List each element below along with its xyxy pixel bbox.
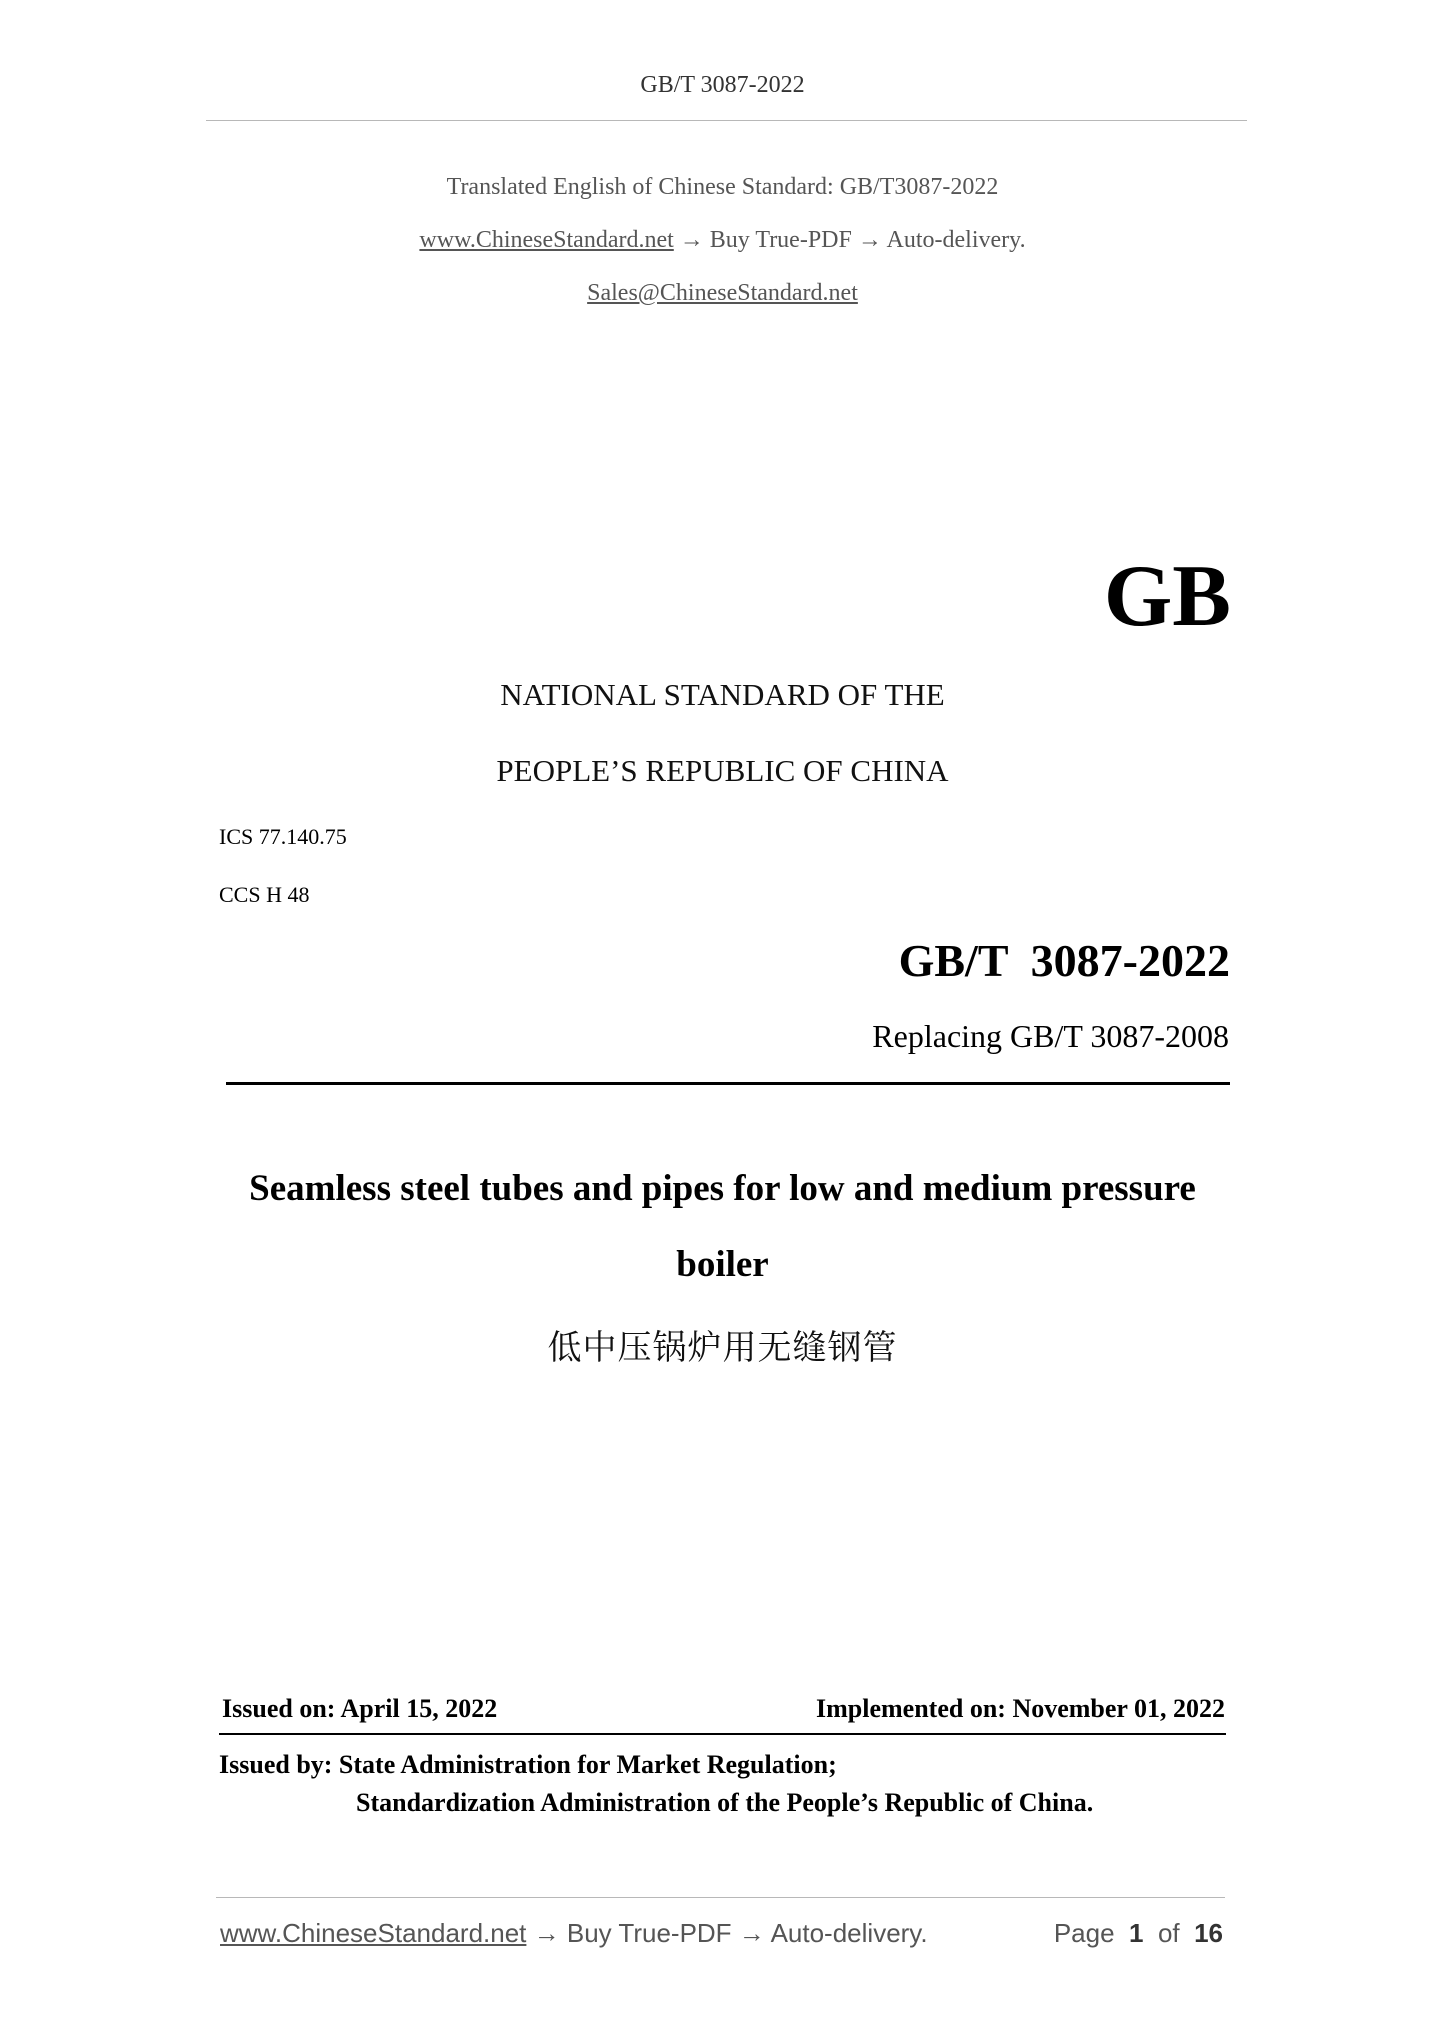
national-standard-line-2: PEOPLE’S REPUBLIC OF CHINA xyxy=(496,753,949,788)
email-line xyxy=(0,280,1445,307)
page-word: Page xyxy=(1053,1918,1115,1948)
ics-code: ICS 77.140.75 xyxy=(219,824,347,849)
of-word: of xyxy=(1157,1918,1180,1948)
national-standard-line-1: NATIONAL STANDARD OF THE xyxy=(500,677,945,712)
page-current: 1 xyxy=(1129,1918,1144,1948)
ccs-code: CCS H 48 xyxy=(219,882,310,907)
title-english-line-1: Seamless steel tubes and pipes for low and medium pressure xyxy=(249,1168,1196,1209)
gb-logo: GB xyxy=(1103,548,1231,645)
footer-site-link[interactable]: www.ChineseStandard.net xyxy=(220,1918,527,1948)
footer-divider xyxy=(216,1897,1225,1898)
issued-by-line-2: Standardization Administration of the People’s Republic of China. xyxy=(356,1788,1094,1817)
page-total: 16 xyxy=(1194,1918,1223,1948)
page-indicator xyxy=(1054,1918,1223,1949)
title-chinese: 低中压锅炉用无缝钢管 xyxy=(547,1328,898,1368)
issued-by-line-1: Issued by: State Administration for Market Regulation; xyxy=(219,1750,837,1779)
implemented-on-date: Implemented on: November 01, 2022 xyxy=(816,1694,1225,1723)
buy-pdf-line xyxy=(0,227,1445,254)
header-divider xyxy=(206,120,1247,121)
translation-notice: Translated English of Chinese Standard: GB/T3087-2022 xyxy=(446,174,999,200)
title-english-line-2: boiler xyxy=(676,1244,769,1285)
running-header: GB/T 3087-2022 xyxy=(640,72,805,98)
replacing-standard: Replacing GB/T 3087-2008 xyxy=(872,1018,1229,1054)
title-divider xyxy=(226,1082,1230,1085)
buy-pdf-text: → Buy True-PDF → Auto-delivery. xyxy=(673,227,1026,253)
issued-on-date: Issued on: April 15, 2022 xyxy=(222,1694,498,1723)
site-link[interactable]: www.ChineseStandard.net xyxy=(419,227,674,253)
standard-number: GB/T 3087-2022 xyxy=(898,935,1230,986)
issue-divider xyxy=(219,1733,1226,1735)
footer-buy-line xyxy=(220,1918,928,1949)
sales-email-link[interactable]: Sales@ChineseStandard.net xyxy=(587,280,858,306)
footer-tagline: → Buy True-PDF → Auto-delivery. xyxy=(526,1918,928,1948)
